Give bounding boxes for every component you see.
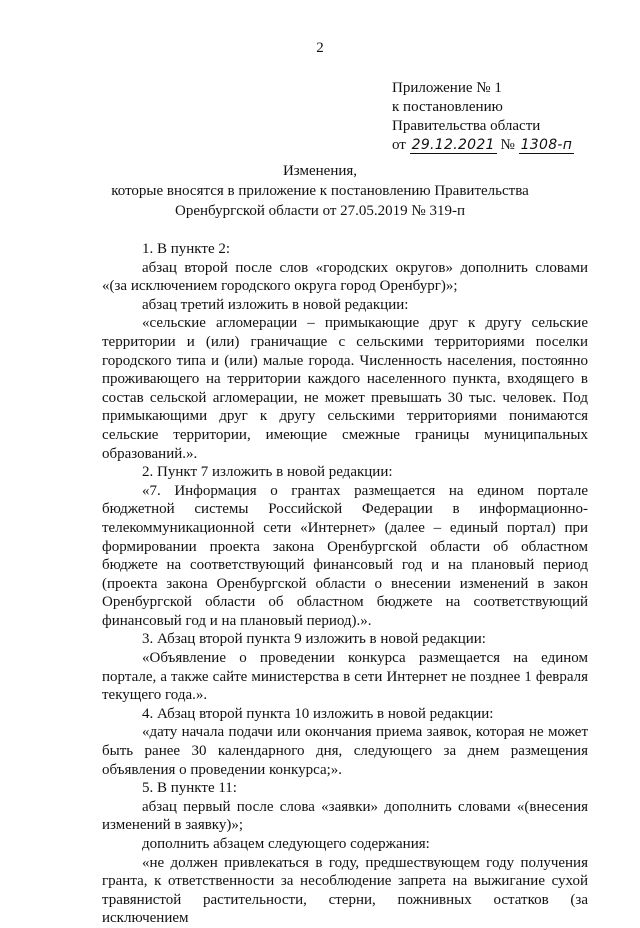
appendix-block <box>392 79 574 155</box>
paragraph: «не должен привлекаться в году, предшествующем году получения гранта, к ответственности за несоблюдение запрета на выжигание сухой травянистой растительности, стерни, пожнивных остатков (за исключением <box>102 854 588 927</box>
page-number: 2 <box>316 40 324 56</box>
document-body <box>102 240 588 928</box>
title-line-2: которые вносятся в приложение к постановлению Правительства <box>111 183 529 199</box>
handwritten-number: 1308-п <box>520 137 573 153</box>
document-title <box>0 161 640 221</box>
title-line-3: Оренбургской области от 27.05.2019 № 319-п <box>174 203 466 219</box>
paragraph: 4. Абзац второй пункта 10 изложить в новой редакции: <box>142 705 494 722</box>
paragraph: 5. В пункте 11: <box>142 780 237 797</box>
paragraph: абзац первый после слова «заявки» дополнить словами «(внесения изменений в заявку)»; <box>102 798 588 834</box>
paragraph: абзац третий изложить в новой редакции: <box>142 296 409 313</box>
paragraph: «7. Информация о грантах размещается на едином портале бюджетной системы Российской Федерации в информационно-телекоммуникационной сети «Интернет» (далее – единый портал) при формировании проекта закона Оренбургской области об областном бюджете на соответствующий финансовый год и на плановый период (проекта закона Оренбургской области о внесении изменений в закон Оренбургской области об областном бюджете на соответствующий финансовый год и на плановый период).». <box>102 482 588 629</box>
appendix-title: Приложение № 1 <box>392 80 502 96</box>
appendix-resolution-label: к постановлению <box>392 99 503 115</box>
appendix-date-line <box>392 136 574 155</box>
paragraph: 3. Абзац второй пункта 9 изложить в новой редакции: <box>142 631 486 648</box>
handwritten-date: 29.12.2021 <box>411 137 495 153</box>
paragraph: «дату начала подачи или окончания приема заявок, которая не может быть ранее 30 календарного дня, следующего за днем размещения объявления о проведении конкурса;». <box>102 724 588 778</box>
appendix-government-label: Правительства области <box>392 118 541 134</box>
title-line-1: Изменения, <box>282 163 358 179</box>
paragraph: 2. Пункт 7 изложить в новой редакции: <box>142 464 393 481</box>
paragraph: 1. В пункте 2: <box>142 241 231 257</box>
paragraph: дополнить абзацем следующего содержания: <box>142 836 430 852</box>
from-prefix: от <box>392 137 406 153</box>
paragraph: «сельские агломерации – примыкающие друг к другу сельские территории и (или) граничащие с сельскими территориями поселки городского типа и (или) малые города. Численность населения, постоянно проживающего на территории каждого населенного пункта, входящего в состав сельской агломерации, не может превышать 30 тыс. человек. Под примыкающими друг к другу сельскими территориями понимаются сельские территории, имеющие смежные границы муниципальных образований.». <box>102 315 588 462</box>
paragraph: «Объявление о проведении конкурса размещается на едином портале, а также сайте министерства в сети Интернет не позднее 1 февраля текущего года.». <box>102 650 588 704</box>
number-prefix: № <box>500 137 515 153</box>
paragraph: абзац второй после слов «городских округов» дополнить словами «(за исключением городского округа город Оренбург)»; <box>102 259 588 295</box>
